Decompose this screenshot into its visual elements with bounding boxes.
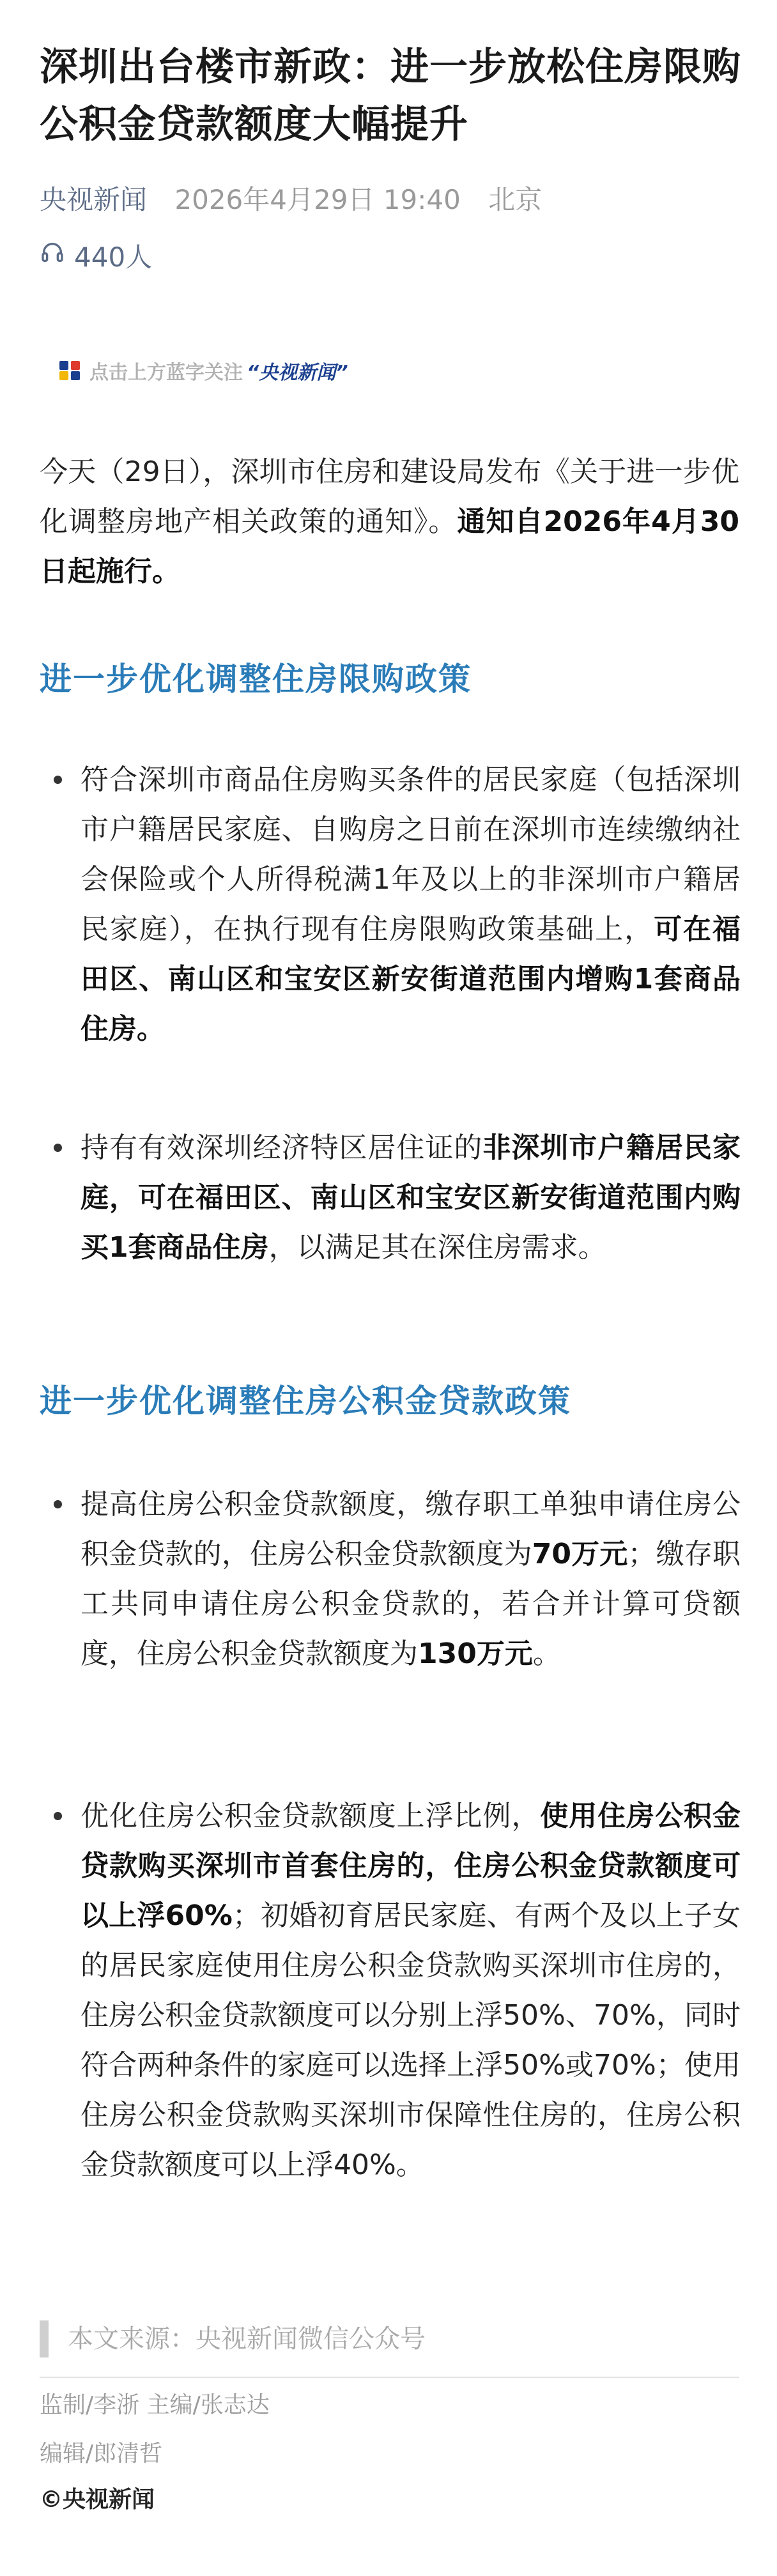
bullet-bold: 可在福田区、南山区和宝安区新安街道范围内增购1套商品住房。 [81, 913, 741, 1045]
list-item [54, 1791, 741, 2190]
publish-location: 北京 [488, 184, 542, 215]
divider [40, 2377, 739, 2378]
bullet-text: 符合深圳市商品住房购买条件的居民家庭（包括深圳市户籍居民家庭、自购房之日前在深圳市连续缴纳社会保险或个人所得税满1年及以上的非深圳市户籍居民家庭），在执行现有住房限购政策基础上， [81, 763, 741, 946]
supervisor-credit: 监制/李浙 主编/张志达 [40, 2392, 270, 2418]
bullet-text: ；缴存职工共同申请住房公积金贷款的，若合并计算可贷额度，住房公积金贷款额度为 [81, 1538, 741, 1670]
article-title: 深圳出台楼市新政：进一步放松住房限购 公积金贷款额度大幅提升 [40, 45, 741, 147]
list-item [54, 1480, 741, 1679]
bullet-text: ，以满足其在深住房需求。 [268, 1231, 606, 1264]
source-note: 本文来源：央视新闻微信公众号 [40, 2320, 767, 2358]
section-heading-fund: 进一步优化调整住房公积金贷款政策 [40, 1383, 571, 1420]
intro-text: 今天（29日），深圳市住房和建设局发布《关于进一步优化调整房地产相关政策的通知》。 [40, 456, 739, 538]
bullet-dot [54, 1144, 62, 1152]
bullet-dot [54, 1500, 62, 1508]
bullet-text: ；初婚初育居民家庭、有两个及以上子女的居民家庭使用住房公积金贷款购买深圳市住房的，住房公积金贷款额度可以分别上浮50%、70%，同时符合两种条件的家庭可以选择上浮50%或70%；使用住房公积金贷款购买深圳市保障性住房的，住房公积金贷款额度可以上浮40%。 [81, 1899, 741, 2181]
intro-paragraph [40, 447, 739, 597]
bullet-bold: 130万元 [418, 1637, 533, 1670]
cctv-logo-icon [59, 360, 81, 381]
bullet-dot [54, 776, 62, 784]
publish-time: 2026年4月29日 19:40 [174, 184, 461, 215]
bullet-text: 优化住房公积金贷款额度上浮比例， [81, 1800, 541, 1832]
bullet-text: 。 [532, 1637, 561, 1670]
bullet-text: 持有有效深圳经济特区居住证的 [81, 1131, 483, 1164]
list-item [54, 755, 741, 1054]
list-item [54, 1123, 741, 1273]
bullet-bold: 70万元 [532, 1538, 628, 1570]
follow-hint: 点击上方蓝字关注 [89, 362, 243, 384]
section-heading-purchase: 进一步优化调整住房限购政策 [40, 661, 472, 698]
source-link[interactable]: 央视新闻 [40, 184, 148, 215]
article-meta [40, 179, 542, 217]
intro-bold: 通知自2026年4月30日起施行。 [40, 505, 739, 588]
listen-count[interactable] [40, 236, 152, 275]
copyright: ©央视新闻 [40, 2487, 155, 2513]
bullet-bold: 使用住房公积金贷款购买深圳市首套住房的，住房公积金贷款额度可以上浮60% [81, 1800, 741, 1932]
follow-banner[interactable] [59, 356, 348, 385]
bullet-bold: 非深圳市户籍居民家庭，可在福田区、南山区和宝安区新安街道范围内购买1套商品住房 [81, 1131, 741, 1264]
bullet-text: 提高住房公积金贷款额度，缴存职工单独申请住房公积金贷款的，住房公积金贷款额度为 [81, 1488, 741, 1570]
headphones-icon [40, 240, 74, 272]
bullet-dot [54, 1812, 62, 1820]
listen-count-label: 440人 [74, 241, 153, 273]
editor-credit: 编辑/郎清哲 [40, 2441, 163, 2467]
follow-brand: “央视新闻” [247, 362, 348, 384]
